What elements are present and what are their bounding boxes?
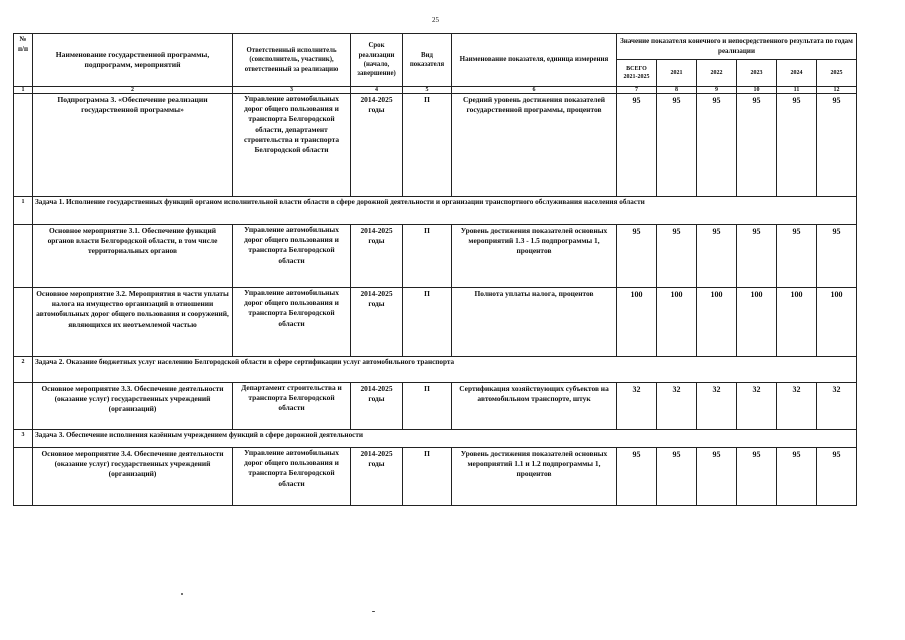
indicator-row [14,225,857,288]
column-number: 4 [351,87,403,94]
header-year: 2025 [817,60,857,87]
header-year: 2023 [737,60,777,87]
header-type: Вид показателя [403,34,452,87]
row-value: 95 [617,225,657,288]
indicator-table [13,33,857,506]
scan-speck [181,593,183,595]
row-value: 95 [657,94,697,197]
row-value: 100 [657,288,697,357]
column-number: 8 [657,87,697,94]
row-value: 100 [777,288,817,357]
header-year: 2024 [777,60,817,87]
row-number [14,225,33,288]
row-value: 95 [777,94,817,197]
row-term: 2014-2025 годы [351,448,403,506]
row-value: 32 [777,383,817,430]
row-term: 2014-2025 годы [351,288,403,357]
row-indicator: Уровень достижения показателей основных мероприятий 1.1 и 1.2 подпрограммы 1, процентов [452,448,617,506]
column-number: 12 [817,87,857,94]
column-number: 9 [697,87,737,94]
row-value: 95 [817,448,857,506]
row-responsible: Управление автомобильных дорог общего пользования и транспорта Белгородской области [233,225,351,288]
row-term: 2014-2025 годы [351,383,403,430]
column-number: 1 [14,87,33,94]
task-text: Задача 2. Оказание бюджетных услуг населению Белгородской области в сфере сертификации услуг автомобильного транспорта [33,357,857,383]
row-indicator: Полнота уплаты налога, процентов [452,288,617,357]
row-value: 95 [697,448,737,506]
row-term: 2014-2025 годы [351,94,403,197]
header-indicator: Наименование показателя, единица измерения [452,34,617,87]
row-type: П [403,383,452,430]
row-value: 95 [697,94,737,197]
row-indicator: Уровень достижения показателей основных мероприятий 1.3 - 1.5 подпрограммы 1, процентов [452,225,617,288]
column-number: 3 [233,87,351,94]
row-type: П [403,288,452,357]
task-number: 2 [14,357,33,383]
page-number: 25 [432,16,439,24]
row-type: П [403,225,452,288]
task-number: 3 [14,430,33,448]
row-type: П [403,94,452,197]
row-indicator: Средний уровень достижения показателей государственной программы, процентов [452,94,617,197]
scan-speck [372,611,375,612]
row-value: 32 [697,383,737,430]
row-value: 95 [817,94,857,197]
row-value: 100 [737,288,777,357]
row-type: П [403,448,452,506]
row-value: 32 [737,383,777,430]
row-name: Основное мероприятие 3.2. Мероприятия в части уплаты налога на имущество организаций в отношении автомобильных дорог общего пользования и сооружений, являющихся их неотъемлемой частью [33,288,233,357]
header-responsible: Ответственный исполнитель (соисполнитель, участник), ответственный за реализацию [233,34,351,87]
row-value: 100 [617,288,657,357]
row-value: 32 [657,383,697,430]
row-responsible: Управление автомобильных дорог общего пользования и транспорта Белгородской области, департамент строительства и транспорта Белгородской области [233,94,351,197]
task-text: Задача 3. Обеспечение исполнения казённым учреждением функций в сфере дорожной деятельности [33,430,857,448]
row-number [14,94,33,197]
indicator-row [14,448,857,506]
row-value: 95 [657,225,697,288]
indicator-row [14,288,857,357]
header-year: 2022 [697,60,737,87]
row-value: 32 [617,383,657,430]
row-value: 95 [657,448,697,506]
column-number: 10 [737,87,777,94]
row-value: 95 [697,225,737,288]
row-indicator: Сертификация хозяйствующих субъектов на автомобильном транспорте, штук [452,383,617,430]
row-value: 32 [817,383,857,430]
row-number [14,383,33,430]
row-value: 95 [817,225,857,288]
task-number: 1 [14,197,33,225]
row-name: Основное мероприятие 3.1. Обеспечение функций органов власти Белгородской области, в том числе территориальных органов [33,225,233,288]
column-number: 6 [452,87,617,94]
indicator-row [14,383,857,430]
row-responsible: Управление автомобильных дорог общего пользования и транспорта Белгородской области [233,448,351,506]
column-number: 5 [403,87,452,94]
row-name: Основное мероприятие 3.4. Обеспечение деятельности (оказание услуг) государственных учреждений (организаций) [33,448,233,506]
row-value: 95 [737,94,777,197]
row-value: 100 [817,288,857,357]
row-value: 95 [777,448,817,506]
header-year: 2021 [657,60,697,87]
column-number-row [14,87,857,94]
row-value: 95 [737,225,777,288]
row-value: 95 [777,225,817,288]
column-number: 2 [33,87,233,94]
row-value: 95 [737,448,777,506]
task-row [14,357,857,383]
row-name: Подпрограмма 3. «Обеспечение реализации государственной программы» [33,94,233,197]
row-term: 2014-2025 годы [351,225,403,288]
header-values-group: Значение показателя конечного и непосредственного результата по годам реализации [617,34,857,60]
header-name: Наименование государственной программы, подпрограмм, мероприятий [33,34,233,87]
column-number: 11 [777,87,817,94]
task-text: Задача 1. Исполнение государственных функций органом исполнительной власти области в сфере дорожной деятельности и организации транспортного обслуживания населения области [33,197,857,225]
row-responsible: Управление автомобильных дорог общего пользования и транспорта Белгородской области [233,288,351,357]
task-row [14,430,857,448]
header-term: Срок реализации (начало, завершение) [351,34,403,87]
row-number [14,448,33,506]
header-no: № п/п [14,34,33,87]
task-row [14,197,857,225]
row-value: 95 [617,448,657,506]
header-year: ВСЕГО 2021-2025 [617,60,657,87]
indicator-row [14,94,857,197]
row-value: 100 [697,288,737,357]
row-responsible: Департамент строительства и транспорта Белгородской области [233,383,351,430]
column-number: 7 [617,87,657,94]
row-value: 95 [617,94,657,197]
row-number [14,288,33,357]
row-name: Основное мероприятие 3.3. Обеспечение деятельности (оказание услуг) государственных учреждений (организаций) [33,383,233,430]
